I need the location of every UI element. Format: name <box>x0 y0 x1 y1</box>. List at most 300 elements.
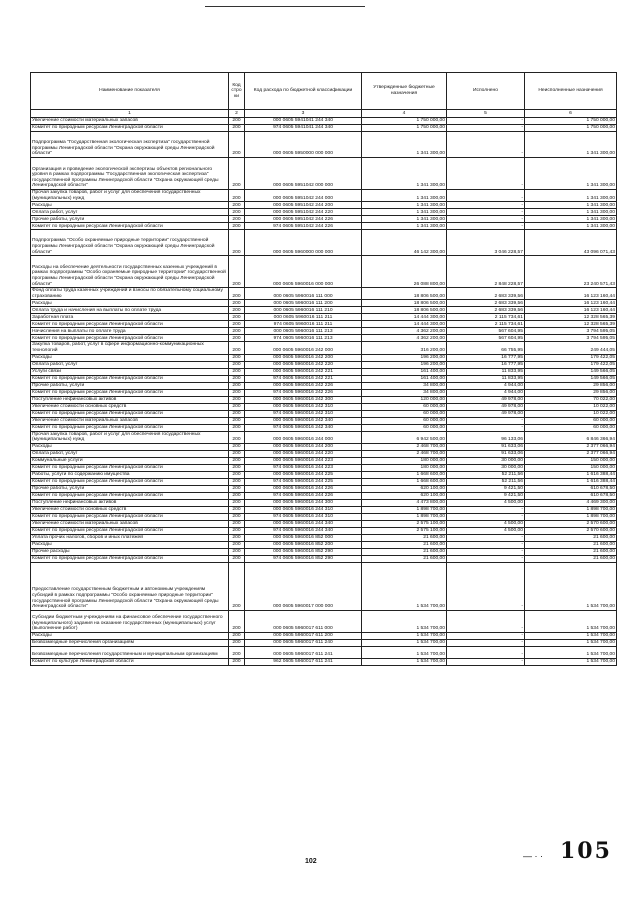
row-approved-cell: 1 898 700,00 <box>362 506 447 513</box>
row-approved-cell: 60 000,00 <box>362 417 447 424</box>
row-classification-cell: 000 0605 5960016 852 290 <box>245 548 362 555</box>
table-row <box>31 450 617 457</box>
row-code-cell: 200 <box>229 610 245 632</box>
row-unexecuted-cell: 1 534 700,00 <box>525 639 617 646</box>
row-executed-cell: 66 755,95 <box>447 342 525 354</box>
table-row <box>31 541 617 548</box>
row-executed-cell: 16 777,95 <box>447 361 525 368</box>
row-executed-cell: 49 978,00 <box>447 410 525 417</box>
row-executed-cell: 49 978,00 <box>447 403 525 410</box>
table-row <box>31 335 617 342</box>
row-name-cell: Оплата работ, услуг <box>31 209 229 216</box>
row-approved-cell: 180 000,00 <box>362 457 447 464</box>
row-name-cell: Уплата прочих налогов, сборов и иных платежей <box>31 534 229 541</box>
row-classification-cell: 974 0605 5960016 244 310 <box>245 513 362 520</box>
row-unexecuted-cell: 6 846 366,94 <box>525 431 617 443</box>
row-approved-cell: 1 341 300,00 <box>362 202 447 209</box>
header-approved: Утвержденные бюджетные назначения <box>362 73 447 110</box>
row-unexecuted-cell: 60 000,00 <box>525 417 617 424</box>
index-cell: 1 <box>31 110 229 118</box>
row-unexecuted-cell: 179 422,05 <box>525 354 617 361</box>
row-name-cell: Поступление нефинансовых активов <box>31 396 229 403</box>
header-code: Код стро ки <box>229 73 245 110</box>
header-name: Наименование показателя <box>31 73 229 110</box>
row-classification-cell: 000 0605 5960000 000 000 <box>245 230 362 256</box>
row-unexecuted-cell: 12 328 565,39 <box>525 314 617 321</box>
page-number: 102 <box>305 858 317 865</box>
index-cell: 3 <box>245 110 362 118</box>
row-code-cell: 200 <box>229 506 245 513</box>
table-row <box>31 464 617 471</box>
row-name-cell: Комитет по культуре Ленинградской области <box>31 658 229 665</box>
row-code-cell: 200 <box>229 132 245 158</box>
header-executed: Исполнено <box>447 73 525 110</box>
table-row <box>31 230 617 256</box>
row-approved-cell: 180 000,00 <box>362 464 447 471</box>
row-classification-cell: 000 0605 5951042 244 000 <box>245 190 362 202</box>
table-row <box>31 632 617 639</box>
table-row <box>31 389 617 396</box>
row-executed-cell: 3 046 228,57 <box>447 230 525 256</box>
row-code-cell: 200 <box>229 354 245 361</box>
row-executed-cell: - <box>447 541 525 548</box>
row-name-cell: Прочие работы, услуги <box>31 382 229 389</box>
table-row <box>31 485 617 492</box>
row-classification-cell: 000 0605 5960016 242 300 <box>245 396 362 403</box>
row-name-cell: Увеличение стоимости материальных запасов <box>31 417 229 424</box>
row-classification-cell: 000 0605 5960016 242 340 <box>245 417 362 424</box>
table-header-row <box>31 73 617 110</box>
row-name-cell: Комитет по природным ресурсам Ленинградской области <box>31 478 229 485</box>
row-classification-cell: 000 0605 5960016 852 000 <box>245 534 362 541</box>
row-executed-cell: 2 848 228,57 <box>447 256 525 288</box>
budget-table <box>30 72 617 666</box>
row-approved-cell: 1 668 600,00 <box>362 478 447 485</box>
row-approved-cell: 1 750 000,00 <box>362 118 447 125</box>
row-classification-cell: 000 0605 5960016 244 340 <box>245 520 362 527</box>
table-row <box>31 314 617 321</box>
row-executed-cell: - <box>447 610 525 632</box>
table-row <box>31 562 617 610</box>
row-classification-cell: 000 0605 5950000 000 000 <box>245 132 362 158</box>
row-unexecuted-cell: 1 341 300,00 <box>525 216 617 223</box>
table-row <box>31 223 617 230</box>
row-executed-cell: 96 133,06 <box>447 431 525 443</box>
row-code-cell: 200 <box>229 125 245 132</box>
row-unexecuted-cell: 4 469 300,00 <box>525 499 617 506</box>
row-code-cell: 200 <box>229 527 245 534</box>
row-name-cell: Комитет по природным ресурсам Ленинградской области <box>31 464 229 471</box>
row-executed-cell: 16 777,95 <box>447 354 525 361</box>
row-classification-cell: 974 0605 5960016 244 226 <box>245 492 362 499</box>
index-cell: 4 <box>362 110 447 118</box>
row-approved-cell: 620 100,00 <box>362 485 447 492</box>
row-code-cell: 200 <box>229 534 245 541</box>
row-unexecuted-cell: 21 600,00 <box>525 534 617 541</box>
row-approved-cell: 1 534 700,00 <box>362 658 447 665</box>
row-executed-cell: 4 944,00 <box>447 382 525 389</box>
row-code-cell: 200 <box>229 396 245 403</box>
row-name-cell: Увеличение стоимости материальных запасов <box>31 118 229 125</box>
row-executed-cell: - <box>447 118 525 125</box>
row-approved-cell: 46 142 300,00 <box>362 230 447 256</box>
row-unexecuted-cell: 179 422,05 <box>525 361 617 368</box>
row-unexecuted-cell: 21 600,00 <box>525 555 617 562</box>
row-classification-cell: 000 0605 5960017 611 200 <box>245 632 362 639</box>
row-code-cell: 200 <box>229 632 245 639</box>
table-row <box>31 658 617 665</box>
row-approved-cell: 18 806 500,00 <box>362 300 447 307</box>
row-approved-cell: 60 000,00 <box>362 403 447 410</box>
row-name-cell: Комитет по природным ресурсам Ленинградской области <box>31 513 229 520</box>
row-name-cell: Комитет по природным ресурсам Ленинградской области <box>31 492 229 499</box>
row-classification-cell: 000 0605 5960016 242 000 <box>245 342 362 354</box>
row-unexecuted-cell: 1 341 300,00 <box>525 223 617 230</box>
row-classification-cell: 000 0605 5960017 000 000 <box>245 562 362 610</box>
row-unexecuted-cell: 21 600,00 <box>525 541 617 548</box>
table-row <box>31 382 617 389</box>
row-classification-cell: 974 0605 5960016 244 223 <box>245 464 362 471</box>
row-name-cell: Начисления на выплаты по оплате труда <box>31 328 229 335</box>
row-code-cell: 200 <box>229 520 245 527</box>
row-unexecuted-cell: 149 566,05 <box>525 375 617 382</box>
row-unexecuted-cell: 70 022,00 <box>525 396 617 403</box>
row-code-cell: 200 <box>229 335 245 342</box>
row-unexecuted-cell: 149 566,05 <box>525 368 617 375</box>
row-name-cell: Подпрограмма "Государственная экологическая экспертиза" государственной программы Ленинградской области "Охрана окружающей среды Ленинградской области" <box>31 132 229 158</box>
row-classification-cell: 000 0605 5951042 000 000 <box>245 158 362 190</box>
row-classification-cell: 000 0605 5960016 852 200 <box>245 541 362 548</box>
row-classification-cell: 000 0605 5960016 111 200 <box>245 300 362 307</box>
row-executed-cell: - <box>447 632 525 639</box>
row-classification-cell: 000 0605 5960017 611 000 <box>245 610 362 632</box>
top-rule <box>205 6 365 7</box>
row-unexecuted-cell: 610 678,50 <box>525 485 617 492</box>
row-code-cell: 200 <box>229 464 245 471</box>
row-executed-cell: 11 833,95 <box>447 375 525 382</box>
row-approved-cell: 2 468 700,00 <box>362 443 447 450</box>
row-executed-cell: - <box>447 534 525 541</box>
row-unexecuted-cell: 150 000,00 <box>525 464 617 471</box>
row-code-cell: 200 <box>229 190 245 202</box>
row-name-cell: Комитет по природным ресурсам Ленинградской области <box>31 335 229 342</box>
row-unexecuted-cell: 1 341 300,00 <box>525 190 617 202</box>
row-approved-cell: 1 534 700,00 <box>362 610 447 632</box>
row-name-cell: Расходы на обеспечение деятельности государственных казенных учреждений в рамках подпрограммы "Особо охраняемые природные территории" государственной программы Ленинградской области "Охрана окружающей среды Ленинградской области" <box>31 256 229 288</box>
row-approved-cell: 6 942 500,00 <box>362 431 447 443</box>
row-classification-cell: 974 0605 5960016 244 225 <box>245 478 362 485</box>
row-code-cell: 200 <box>229 361 245 368</box>
row-classification-cell: 000 0605 5960016 244 225 <box>245 471 362 478</box>
row-classification-cell: 974 0605 5960016 852 290 <box>245 555 362 562</box>
table-row <box>31 478 617 485</box>
row-name-cell: Поступление нефинансовых активов <box>31 499 229 506</box>
row-approved-cell: 60 000,00 <box>362 424 447 431</box>
table-row <box>31 300 617 307</box>
table-row <box>31 506 617 513</box>
row-executed-cell: - <box>447 125 525 132</box>
row-executed-cell: - <box>447 506 525 513</box>
row-classification-cell: 962 0605 5960017 611 241 <box>245 658 362 665</box>
row-unexecuted-cell: 1 616 388,44 <box>525 478 617 485</box>
row-unexecuted-cell: 21 600,00 <box>525 548 617 555</box>
row-approved-cell: 1 341 300,00 <box>362 190 447 202</box>
table-row <box>31 610 617 632</box>
row-classification-cell: 000 0605 5960016 244 310 <box>245 506 362 513</box>
table-row <box>31 118 617 125</box>
row-code-cell: 200 <box>229 639 245 646</box>
row-name-cell: Увеличение стоимости основных средств <box>31 403 229 410</box>
table-row <box>31 410 617 417</box>
row-name-cell: Прочая закупка товаров, работ и услуг для обеспечения государственных (муниципальных) нужд <box>31 190 229 202</box>
row-executed-cell: 4 500,00 <box>447 527 525 534</box>
table-row <box>31 639 617 646</box>
row-code-cell: 200 <box>229 202 245 209</box>
row-code-cell: 200 <box>229 450 245 457</box>
row-executed-cell: - <box>447 190 525 202</box>
row-classification-cell: 974 0605 5960016 111 213 <box>245 335 362 342</box>
table-row <box>31 190 617 202</box>
row-code-cell: 200 <box>229 417 245 424</box>
row-approved-cell: 2 575 100,00 <box>362 527 447 534</box>
row-executed-cell: - <box>447 417 525 424</box>
row-code-cell: 200 <box>229 288 245 300</box>
row-approved-cell: 34 800,00 <box>362 389 447 396</box>
row-code-cell: 200 <box>229 485 245 492</box>
row-unexecuted-cell: 16 123 160,44 <box>525 300 617 307</box>
table-row <box>31 646 617 658</box>
table-row <box>31 354 617 361</box>
row-code-cell: 200 <box>229 457 245 464</box>
row-classification-cell: 000 0605 5960016 244 000 <box>245 431 362 443</box>
table-row <box>31 375 617 382</box>
table-row <box>31 424 617 431</box>
row-code-cell: 200 <box>229 658 245 665</box>
handwritten-page-stamp: 105 <box>560 838 612 864</box>
row-classification-cell: 000 0605 5951042 244 220 <box>245 209 362 216</box>
row-executed-cell: - <box>447 424 525 431</box>
row-classification-cell: 000 0605 5960017 611 240 <box>245 639 362 646</box>
table-row <box>31 368 617 375</box>
row-unexecuted-cell: 2 570 600,00 <box>525 527 617 534</box>
row-code-cell: 200 <box>229 216 245 223</box>
row-approved-cell: 1 534 700,00 <box>362 639 447 646</box>
row-code-cell: 200 <box>229 431 245 443</box>
table-row <box>31 307 617 314</box>
row-name-cell: Комитет по природным ресурсам Ленинградской области <box>31 424 229 431</box>
row-approved-cell: 1 341 300,00 <box>362 158 447 190</box>
row-name-cell: Прочие работы, услуги <box>31 216 229 223</box>
row-unexecuted-cell: 60 000,00 <box>525 424 617 431</box>
row-unexecuted-cell: 1 341 300,00 <box>525 132 617 158</box>
row-executed-cell: - <box>447 223 525 230</box>
row-unexecuted-cell: 1 898 700,00 <box>525 506 617 513</box>
row-executed-cell: 2 115 734,61 <box>447 314 525 321</box>
row-classification-cell: 974 0605 5960016 244 340 <box>245 527 362 534</box>
row-code-cell: 200 <box>229 410 245 417</box>
row-name-cell: Комитет по природным ресурсам Ленинградской области <box>31 125 229 132</box>
table-row <box>31 396 617 403</box>
row-unexecuted-cell: 16 123 160,44 <box>525 307 617 314</box>
row-unexecuted-cell: 1 534 700,00 <box>525 610 617 632</box>
row-classification-cell: 000 0605 5960016 111 213 <box>245 328 362 335</box>
row-name-cell: Увеличение стоимости материальных запасов <box>31 520 229 527</box>
column-index-row <box>31 110 617 118</box>
row-executed-cell: - <box>447 548 525 555</box>
row-executed-cell: 49 978,00 <box>447 396 525 403</box>
table-row <box>31 527 617 534</box>
row-name-cell: Комитет по природным ресурсам Ленинградской области <box>31 223 229 230</box>
row-name-cell: Безвозмездные перечисления организациям <box>31 639 229 646</box>
row-unexecuted-cell: 10 022,00 <box>525 403 617 410</box>
row-classification-cell: 974 0605 5960016 111 211 <box>245 321 362 328</box>
row-approved-cell: 1 534 700,00 <box>362 646 447 658</box>
row-unexecuted-cell: 29 856,00 <box>525 382 617 389</box>
row-classification-cell: 974 0605 5951042 244 226 <box>245 223 362 230</box>
row-approved-cell: 1 668 600,00 <box>362 471 447 478</box>
row-approved-cell: 1 534 700,00 <box>362 632 447 639</box>
row-approved-cell: 1 341 300,00 <box>362 209 447 216</box>
row-unexecuted-cell: 10 022,00 <box>525 410 617 417</box>
row-classification-cell: 000 0605 5960016 242 226 <box>245 382 362 389</box>
row-name-cell: Закупка товаров, работ, услуг в сфере информационно-коммуникационных технологий <box>31 342 229 354</box>
row-approved-cell: 14 444 300,00 <box>362 321 447 328</box>
row-executed-cell: 30 000,00 <box>447 457 525 464</box>
table-row <box>31 361 617 368</box>
row-classification-cell: 000 0605 5960016 242 221 <box>245 368 362 375</box>
row-executed-cell: 30 000,00 <box>447 464 525 471</box>
row-unexecuted-cell: 1 341 300,00 <box>525 202 617 209</box>
table-row <box>31 417 617 424</box>
row-code-cell: 200 <box>229 158 245 190</box>
row-classification-cell: 000 0605 5941041 244 340 <box>245 118 362 125</box>
table-row <box>31 132 617 158</box>
row-code-cell: 200 <box>229 499 245 506</box>
row-unexecuted-cell: 1 898 700,00 <box>525 513 617 520</box>
row-approved-cell: 21 600,00 <box>362 541 447 548</box>
row-code-cell: 200 <box>229 314 245 321</box>
row-classification-cell: 000 0605 5960016 000 000 <box>245 256 362 288</box>
row-code-cell: 200 <box>229 321 245 328</box>
table-row <box>31 158 617 190</box>
row-unexecuted-cell: 1 341 300,00 <box>525 158 617 190</box>
row-executed-cell: - <box>447 132 525 158</box>
row-approved-cell: 196 200,00 <box>362 361 447 368</box>
row-executed-cell: 2 683 339,56 <box>447 307 525 314</box>
row-code-cell: 200 <box>229 223 245 230</box>
row-executed-cell: - <box>447 209 525 216</box>
row-name-cell: Работы, услуги по содержанию имущества <box>31 471 229 478</box>
table-row <box>31 534 617 541</box>
row-approved-cell: 4 473 800,00 <box>362 499 447 506</box>
row-executed-cell: - <box>447 555 525 562</box>
row-classification-cell: 000 0605 5951042 244 200 <box>245 202 362 209</box>
row-name-cell: Заработная плата <box>31 314 229 321</box>
row-unexecuted-cell: 1 616 388,44 <box>525 471 617 478</box>
row-unexecuted-cell: 16 123 160,44 <box>525 288 617 300</box>
row-approved-cell: 161 400,00 <box>362 375 447 382</box>
row-approved-cell: 21 600,00 <box>362 548 447 555</box>
row-unexecuted-cell: 2 570 600,00 <box>525 520 617 527</box>
row-unexecuted-cell: 610 678,50 <box>525 492 617 499</box>
row-name-cell: Расходы <box>31 202 229 209</box>
row-classification-cell: 000 0605 5960017 611 241 <box>245 646 362 658</box>
row-classification-cell: 974 0605 5941041 244 340 <box>245 125 362 132</box>
table-row <box>31 555 617 562</box>
row-name-cell: Прочие расходы <box>31 548 229 555</box>
row-executed-cell: 567 604,95 <box>447 335 525 342</box>
row-executed-cell: 52 211,56 <box>447 478 525 485</box>
row-classification-cell: 000 0605 5960016 111 000 <box>245 288 362 300</box>
row-approved-cell: 4 362 200,00 <box>362 335 447 342</box>
row-code-cell: 200 <box>229 403 245 410</box>
row-name-cell: Увеличение стоимости основных средств <box>31 506 229 513</box>
row-approved-cell: 1 898 700,00 <box>362 513 447 520</box>
row-unexecuted-cell: 43 096 071,43 <box>525 230 617 256</box>
table-row <box>31 499 617 506</box>
row-executed-cell: - <box>447 202 525 209</box>
row-unexecuted-cell: 2 377 066,94 <box>525 443 617 450</box>
row-executed-cell: 9 421,50 <box>447 485 525 492</box>
row-unexecuted-cell: 1 534 700,00 <box>525 562 617 610</box>
row-name-cell: Прочая закупка товаров, работ и услуг для обеспечения государственных (муниципальных) нужд <box>31 431 229 443</box>
row-unexecuted-cell: 150 000,00 <box>525 457 617 464</box>
row-unexecuted-cell: 23 240 571,43 <box>525 256 617 288</box>
row-classification-cell: 000 0605 5960016 244 300 <box>245 499 362 506</box>
row-approved-cell: 120 000,00 <box>362 396 447 403</box>
row-unexecuted-cell: 1 341 300,00 <box>525 209 617 216</box>
row-name-cell: Комитет по природным ресурсам Ленинградской области <box>31 321 229 328</box>
row-code-cell: 200 <box>229 368 245 375</box>
row-classification-cell: 000 0605 5960016 244 200 <box>245 443 362 450</box>
table-row <box>31 202 617 209</box>
stamp-dash: — · · <box>523 851 543 861</box>
row-unexecuted-cell: 12 328 565,39 <box>525 321 617 328</box>
table-row <box>31 457 617 464</box>
row-name-cell: Расходы <box>31 632 229 639</box>
table-row <box>31 256 617 288</box>
row-executed-cell: 2 683 339,56 <box>447 300 525 307</box>
row-classification-cell: 000 0605 5951042 244 226 <box>245 216 362 223</box>
row-code-cell: 200 <box>229 328 245 335</box>
row-approved-cell: 316 200,00 <box>362 342 447 354</box>
row-unexecuted-cell: 1 534 700,00 <box>525 632 617 639</box>
row-unexecuted-cell: 1 750 000,00 <box>525 118 617 125</box>
row-code-cell: 200 <box>229 230 245 256</box>
table-row <box>31 125 617 132</box>
row-approved-cell: 14 444 300,00 <box>362 314 447 321</box>
row-approved-cell: 60 000,00 <box>362 410 447 417</box>
index-cell: 2 <box>229 110 245 118</box>
row-executed-cell: 4 944,00 <box>447 389 525 396</box>
row-code-cell: 200 <box>229 209 245 216</box>
header-unexecuted: Неисполненные назначения <box>525 73 617 110</box>
row-code-cell: 200 <box>229 375 245 382</box>
row-executed-cell: - <box>447 562 525 610</box>
row-code-cell: 200 <box>229 492 245 499</box>
row-unexecuted-cell: 1 750 000,00 <box>525 125 617 132</box>
row-code-cell: 200 <box>229 513 245 520</box>
row-name-cell: Предоставление государственным бюджетным и автономным учреждениям субсидий в рамках подпрограммы "Особо охраняемые природные территории" государственной программы Ленинградской области "Охрана окружающей среды Ленинградской области" <box>31 562 229 610</box>
table-row <box>31 328 617 335</box>
row-approved-cell: 1 341 300,00 <box>362 132 447 158</box>
row-executed-cell: 4 500,00 <box>447 499 525 506</box>
row-name-cell: Расходы <box>31 443 229 450</box>
row-code-cell: 200 <box>229 382 245 389</box>
row-code-cell: 200 <box>229 541 245 548</box>
row-code-cell: 200 <box>229 424 245 431</box>
row-classification-cell: 000 0605 5960016 111 210 <box>245 307 362 314</box>
